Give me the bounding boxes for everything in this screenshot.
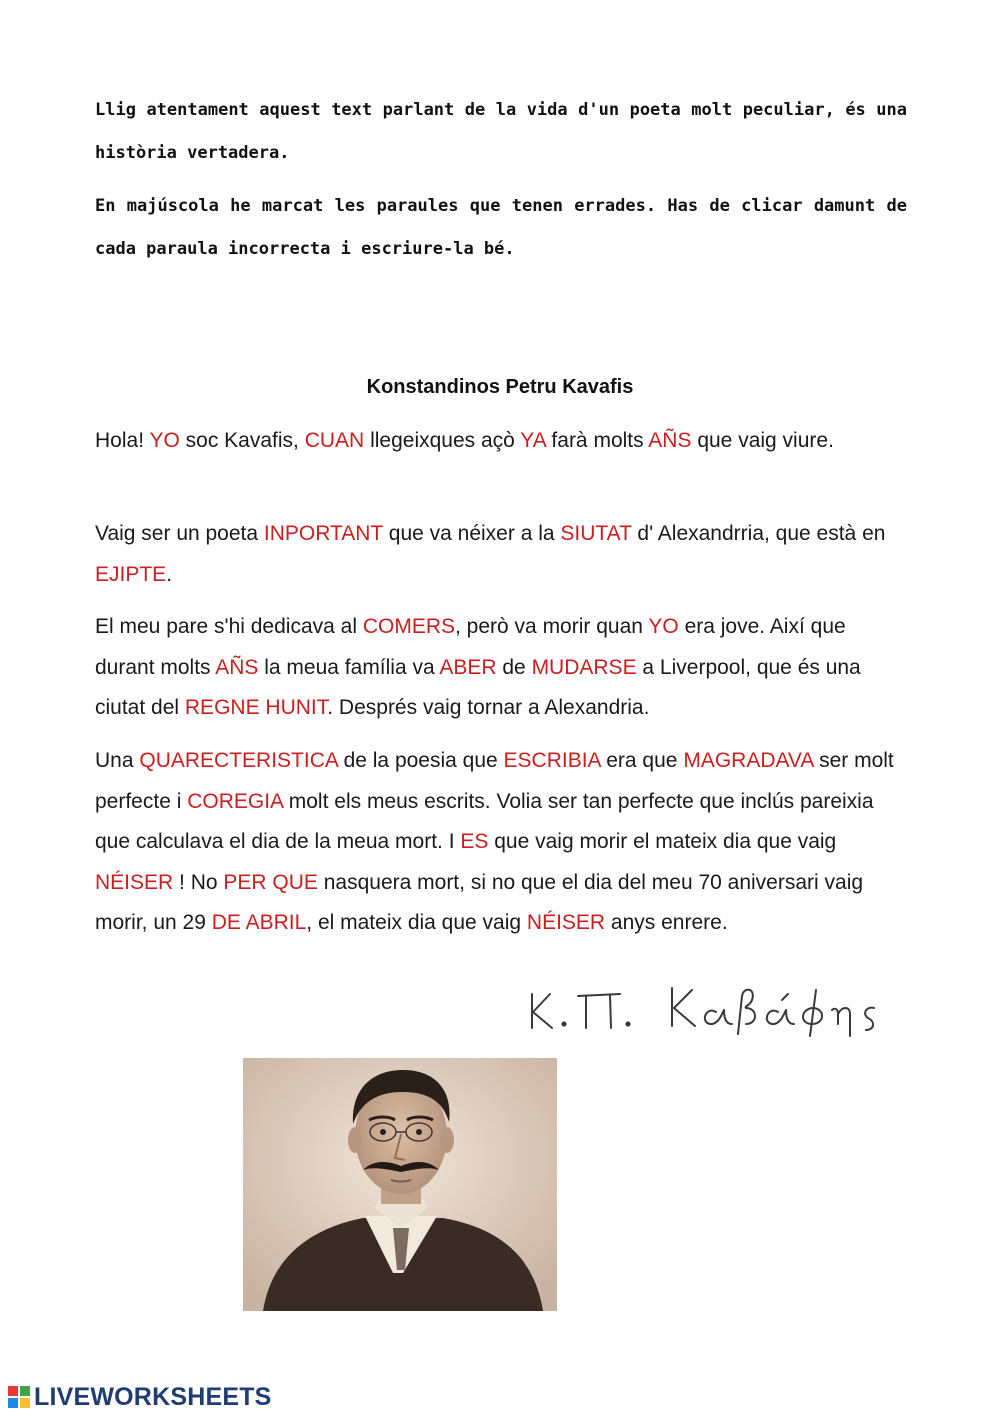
story-text: era que xyxy=(600,749,684,772)
story-text: a Liverpool, que és una ciutat del xyxy=(95,655,861,719)
error-word[interactable]: EJIPTE xyxy=(95,562,167,586)
story-paragraph-2 xyxy=(95,514,905,595)
error-word[interactable]: ESCRIBIA xyxy=(503,749,601,772)
signature-image xyxy=(520,972,900,1042)
story-text: de xyxy=(496,655,532,679)
error-word[interactable]: ES xyxy=(460,830,489,853)
error-word[interactable]: CUAN xyxy=(304,429,365,452)
story-text: ser molt perfecte i xyxy=(95,749,894,813)
error-word[interactable]: COREGIA xyxy=(187,789,283,813)
error-word[interactable]: QUARECTERISTICA xyxy=(139,749,338,772)
story-text: era jove. Així que durant molts xyxy=(95,615,846,679)
story-text: soc Kavafis, xyxy=(179,429,305,452)
story-text: molt els meus escrits. Volia ser tan perfecte que inclús pareixia que calculava el dia de la meua mort. I xyxy=(95,789,874,853)
story-paragraph-1 xyxy=(95,421,905,462)
story-text: . xyxy=(166,562,173,586)
story-paragraph-3 xyxy=(95,607,905,729)
error-word[interactable]: YO xyxy=(648,615,679,638)
story-text: Hola! xyxy=(95,429,150,452)
portrait-photo xyxy=(243,1058,557,1311)
story-text: . Després vaig tornar a Alexandria. xyxy=(327,696,650,719)
story-text: farà molts xyxy=(545,429,649,452)
error-word[interactable]: INPORTANT xyxy=(263,522,383,545)
instruction-text-2: En majúscola he marcat les paraules que tenen errades. Has de clicar damunt de cada paraula incorrecta i escriure-la bé. xyxy=(95,196,907,259)
logo-text: LIVEWORKSHEETS xyxy=(34,1382,272,1411)
story-text: que vaig viure. xyxy=(691,429,834,452)
error-word[interactable]: AÑS xyxy=(215,655,259,679)
logo-blocks-icon xyxy=(8,1386,30,1408)
story-text: Vaig ser un poeta xyxy=(95,522,264,545)
story-text: llegeixques açò xyxy=(364,429,521,452)
error-word[interactable]: AÑS xyxy=(648,429,692,452)
error-word[interactable]: NÉISER xyxy=(95,870,174,894)
story-text: , el mateix dia que vaig xyxy=(306,911,527,934)
error-word[interactable]: SIUTAT xyxy=(560,522,632,545)
liveworksheets-logo xyxy=(8,1382,272,1412)
story-text: de la poesia que xyxy=(337,749,504,772)
error-word[interactable]: DE ABRIL xyxy=(211,911,307,934)
story-text: nasquera mort, si no que el dia del meu 70 aniversari vaig morir, un 29 xyxy=(95,870,864,934)
story-title: Konstandinos Petru Kavafis xyxy=(366,376,634,398)
error-word[interactable]: MAGRADAVA xyxy=(683,749,814,772)
error-word[interactable]: PER QUE xyxy=(223,870,318,894)
error-word[interactable]: MUDARSE xyxy=(531,655,637,679)
story-text: que va néixer a la xyxy=(382,522,561,545)
story-text: que vaig morir el mateix dia que vaig xyxy=(488,830,837,853)
error-word[interactable]: COMERS xyxy=(362,615,456,638)
story-text: El meu pare s'hi dedicava al xyxy=(95,615,363,638)
error-word[interactable]: YO xyxy=(149,429,180,452)
story-text: Una xyxy=(95,749,140,772)
story-text: la meua família va xyxy=(258,655,440,679)
story-text: d' Alexandrria, que està en xyxy=(631,522,886,545)
story-text: anys enrere. xyxy=(605,911,728,934)
instruction-text-1: Llig atentament aquest text parlant de la vida d'un poeta molt peculiar, és una història vertadera. xyxy=(95,100,907,163)
story-text: , però va morir quan xyxy=(455,615,649,638)
error-word[interactable]: REGNE HUNIT xyxy=(184,696,328,719)
story-paragraph-4 xyxy=(95,741,905,944)
story-text: ! No xyxy=(173,870,224,894)
error-word[interactable]: NÉISER xyxy=(526,911,606,934)
error-word[interactable]: YA xyxy=(520,429,546,452)
error-word[interactable]: ABER xyxy=(439,655,497,679)
